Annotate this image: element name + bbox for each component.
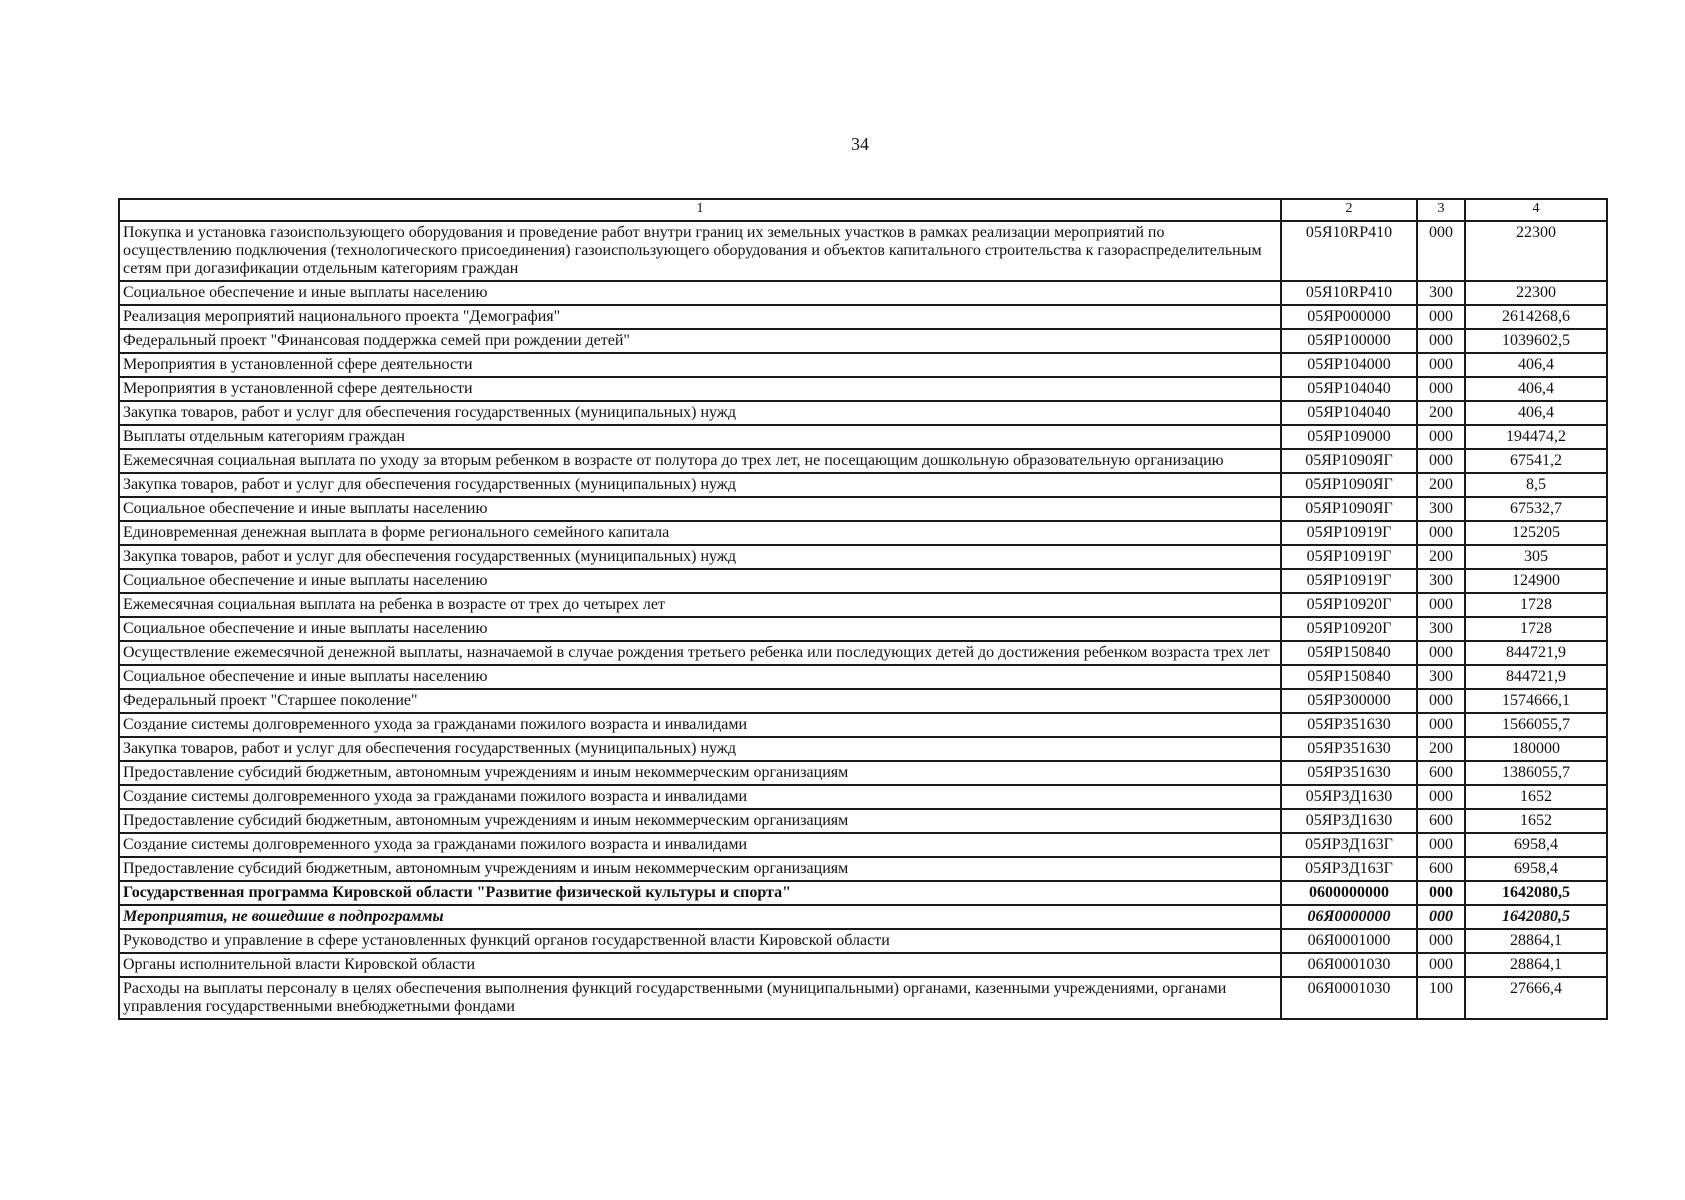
page-number: 34 — [851, 134, 869, 154]
row-code-cell: 05ЯР3Д1630 — [1281, 785, 1417, 809]
row-code-cell: 05ЯР109000 — [1281, 425, 1417, 449]
row-name-cell: Мероприятия, не вошедшие в подпрограммы — [119, 905, 1281, 929]
row-group-cell: 000 — [1417, 929, 1465, 953]
row-amount-cell: 1574666,1 — [1465, 689, 1607, 713]
row-name-cell: Предоставление субсидий бюджетным, автономным учреждениям и иным некоммерческим организациям — [119, 809, 1281, 833]
row-amount-cell: 180000 — [1465, 737, 1607, 761]
row-amount-cell: 1386055,7 — [1465, 761, 1607, 785]
row-amount-cell: 67541,2 — [1465, 449, 1607, 473]
table-row — [119, 737, 1607, 761]
budget-table — [118, 198, 1608, 1020]
row-code-cell: 05ЯР10920Г — [1281, 617, 1417, 641]
row-group-cell: 200 — [1417, 473, 1465, 497]
table-row — [119, 473, 1607, 497]
table-row — [119, 905, 1607, 929]
row-amount-cell: 1728 — [1465, 593, 1607, 617]
row-amount-cell: 6958,4 — [1465, 833, 1607, 857]
table-row — [119, 809, 1607, 833]
table-row — [119, 833, 1607, 857]
table-row — [119, 881, 1607, 905]
row-code-cell: 05ЯР104040 — [1281, 401, 1417, 425]
row-group-cell: 000 — [1417, 593, 1465, 617]
table-row — [119, 977, 1607, 1019]
table-row — [119, 281, 1607, 305]
row-group-cell: 000 — [1417, 449, 1465, 473]
row-group-cell: 000 — [1417, 713, 1465, 737]
row-name-cell: Органы исполнительной власти Кировской области — [119, 953, 1281, 977]
row-amount-cell: 22300 — [1465, 281, 1607, 305]
header-col-1: 1 — [119, 199, 1281, 221]
row-amount-cell: 27666,4 — [1465, 977, 1607, 1019]
row-code-cell: 05ЯР10920Г — [1281, 593, 1417, 617]
row-code-cell: 05Я10RP410 — [1281, 221, 1417, 281]
row-amount-cell: 844721,9 — [1465, 641, 1607, 665]
row-name-cell: Федеральный проект "Старшее поколение" — [119, 689, 1281, 713]
row-name-cell: Федеральный проект "Финансовая поддержка семей при рождении детей" — [119, 329, 1281, 353]
row-name-cell: Мероприятия в установленной сфере деятельности — [119, 377, 1281, 401]
table-row — [119, 353, 1607, 377]
row-code-cell: 05ЯР10919Г — [1281, 569, 1417, 593]
row-name-cell: Создание системы долговременного ухода за гражданами пожилого возраста и инвалидами — [119, 785, 1281, 809]
row-code-cell: 05ЯР351630 — [1281, 761, 1417, 785]
row-amount-cell: 406,4 — [1465, 401, 1607, 425]
row-code-cell: 05ЯР150840 — [1281, 641, 1417, 665]
row-amount-cell: 1642080,5 — [1465, 881, 1607, 905]
row-amount-cell: 844721,9 — [1465, 665, 1607, 689]
table-row — [119, 785, 1607, 809]
row-group-cell: 200 — [1417, 545, 1465, 569]
row-code-cell: 05ЯР1090ЯГ — [1281, 473, 1417, 497]
row-code-cell: 05Я10RP410 — [1281, 281, 1417, 305]
row-group-cell: 000 — [1417, 329, 1465, 353]
row-amount-cell: 6958,4 — [1465, 857, 1607, 881]
row-code-cell: 05ЯР000000 — [1281, 305, 1417, 329]
table-row — [119, 449, 1607, 473]
row-code-cell: 06Я0001000 — [1281, 929, 1417, 953]
row-group-cell: 200 — [1417, 401, 1465, 425]
row-group-cell: 000 — [1417, 521, 1465, 545]
row-amount-cell: 22300 — [1465, 221, 1607, 281]
row-name-cell: Закупка товаров, работ и услуг для обеспечения государственных (муниципальных) нужд — [119, 545, 1281, 569]
row-group-cell: 000 — [1417, 221, 1465, 281]
row-amount-cell: 406,4 — [1465, 353, 1607, 377]
row-group-cell: 100 — [1417, 977, 1465, 1019]
row-amount-cell: 1566055,7 — [1465, 713, 1607, 737]
row-name-cell: Закупка товаров, работ и услуг для обеспечения государственных (муниципальных) нужд — [119, 737, 1281, 761]
row-name-cell: Предоставление субсидий бюджетным, автономным учреждениям и иным некоммерческим организациям — [119, 857, 1281, 881]
row-name-cell: Государственная программа Кировской области "Развитие физической культуры и спорта" — [119, 881, 1281, 905]
row-name-cell: Социальное обеспечение и иные выплаты населению — [119, 281, 1281, 305]
row-code-cell: 05ЯР1090ЯГ — [1281, 497, 1417, 521]
row-group-cell: 600 — [1417, 857, 1465, 881]
row-code-cell: 05ЯР3Д163Г — [1281, 833, 1417, 857]
row-group-cell: 000 — [1417, 377, 1465, 401]
row-group-cell: 000 — [1417, 353, 1465, 377]
row-name-cell: Реализация мероприятий национального проекта "Демография" — [119, 305, 1281, 329]
row-code-cell: 0600000000 — [1281, 881, 1417, 905]
row-name-cell: Ежемесячная социальная выплата на ребенка в возрасте от трех до четырех лет — [119, 593, 1281, 617]
row-amount-cell: 406,4 — [1465, 377, 1607, 401]
row-name-cell: Руководство и управление в сфере установленных функций органов государственной власти Кировской области — [119, 929, 1281, 953]
row-name-cell: Выплаты отдельным категориям граждан — [119, 425, 1281, 449]
table-row — [119, 713, 1607, 737]
row-name-cell: Социальное обеспечение и иные выплаты населению — [119, 665, 1281, 689]
row-amount-cell: 67532,7 — [1465, 497, 1607, 521]
row-group-cell: 000 — [1417, 425, 1465, 449]
row-group-cell: 000 — [1417, 953, 1465, 977]
row-group-cell: 200 — [1417, 737, 1465, 761]
row-amount-cell: 194474,2 — [1465, 425, 1607, 449]
row-amount-cell: 1652 — [1465, 809, 1607, 833]
table-row — [119, 617, 1607, 641]
row-group-cell: 000 — [1417, 833, 1465, 857]
row-group-cell: 600 — [1417, 809, 1465, 833]
row-name-cell: Социальное обеспечение и иные выплаты населению — [119, 569, 1281, 593]
row-name-cell: Социальное обеспечение и иные выплаты населению — [119, 617, 1281, 641]
table-row — [119, 425, 1607, 449]
row-code-cell: 05ЯР10919Г — [1281, 521, 1417, 545]
table-row — [119, 593, 1607, 617]
row-code-cell: 05ЯР3Д1630 — [1281, 809, 1417, 833]
row-amount-cell: 125205 — [1465, 521, 1607, 545]
table-row — [119, 377, 1607, 401]
table-row — [119, 401, 1607, 425]
table-row — [119, 761, 1607, 785]
row-name-cell: Социальное обеспечение и иные выплаты населению — [119, 497, 1281, 521]
row-code-cell: 05ЯР351630 — [1281, 713, 1417, 737]
table-row — [119, 521, 1607, 545]
table-row — [119, 221, 1607, 281]
table-row — [119, 953, 1607, 977]
row-code-cell: 05ЯР351630 — [1281, 737, 1417, 761]
row-amount-cell: 2614268,6 — [1465, 305, 1607, 329]
row-amount-cell: 28864,1 — [1465, 929, 1607, 953]
row-amount-cell: 305 — [1465, 545, 1607, 569]
row-name-cell: Осуществление ежемесячной денежной выплаты, назначаемой в случае рождения третьего ребенка или последующих детей до достижения ребенком возраста трех лет — [119, 641, 1281, 665]
row-group-cell: 000 — [1417, 641, 1465, 665]
table-row — [119, 305, 1607, 329]
row-code-cell: 06Я0000000 — [1281, 905, 1417, 929]
row-code-cell: 06Я0001030 — [1281, 953, 1417, 977]
table-row — [119, 929, 1607, 953]
header-col-2: 2 — [1281, 199, 1417, 221]
row-group-cell: 300 — [1417, 665, 1465, 689]
row-name-cell: Создание системы долговременного ухода за гражданами пожилого возраста и инвалидами — [119, 833, 1281, 857]
row-name-cell: Мероприятия в установленной сфере деятельности — [119, 353, 1281, 377]
row-group-cell: 600 — [1417, 761, 1465, 785]
row-code-cell: 05ЯР104040 — [1281, 377, 1417, 401]
table-body — [119, 221, 1607, 1019]
row-amount-cell: 1652 — [1465, 785, 1607, 809]
row-name-cell: Предоставление субсидий бюджетным, автономным учреждениям и иным некоммерческим организациям — [119, 761, 1281, 785]
row-group-cell: 300 — [1417, 617, 1465, 641]
header-col-3: 3 — [1417, 199, 1465, 221]
row-name-cell: Единовременная денежная выплата в форме регионального семейного капитала — [119, 521, 1281, 545]
table-row — [119, 329, 1607, 353]
row-code-cell: 05ЯР104000 — [1281, 353, 1417, 377]
row-amount-cell: 124900 — [1465, 569, 1607, 593]
table-row — [119, 857, 1607, 881]
row-amount-cell: 8,5 — [1465, 473, 1607, 497]
table-row — [119, 689, 1607, 713]
row-code-cell: 05ЯР10919Г — [1281, 545, 1417, 569]
row-group-cell: 300 — [1417, 569, 1465, 593]
table-row — [119, 665, 1607, 689]
table-row — [119, 569, 1607, 593]
row-group-cell: 300 — [1417, 281, 1465, 305]
row-amount-cell: 28864,1 — [1465, 953, 1607, 977]
table-row — [119, 641, 1607, 665]
row-code-cell: 05ЯР100000 — [1281, 329, 1417, 353]
row-amount-cell: 1642080,5 — [1465, 905, 1607, 929]
row-name-cell: Закупка товаров, работ и услуг для обеспечения государственных (муниципальных) нужд — [119, 401, 1281, 425]
row-code-cell: 05ЯР1090ЯГ — [1281, 449, 1417, 473]
row-amount-cell: 1039602,5 — [1465, 329, 1607, 353]
row-name-cell: Закупка товаров, работ и услуг для обеспечения государственных (муниципальных) нужд — [119, 473, 1281, 497]
row-group-cell: 300 — [1417, 497, 1465, 521]
row-group-cell: 000 — [1417, 305, 1465, 329]
row-code-cell: 05ЯР300000 — [1281, 689, 1417, 713]
row-code-cell: 05ЯР3Д163Г — [1281, 857, 1417, 881]
row-name-cell: Расходы на выплаты персоналу в целях обеспечения выполнения функций государственными (муниципальными) органами, казенными учреждениями, органами управления государственными внебюджетными фондами — [119, 977, 1281, 1019]
row-group-cell: 000 — [1417, 689, 1465, 713]
row-group-cell: 000 — [1417, 785, 1465, 809]
table-row — [119, 545, 1607, 569]
table-row — [119, 497, 1607, 521]
row-amount-cell: 1728 — [1465, 617, 1607, 641]
row-code-cell: 06Я0001030 — [1281, 977, 1417, 1019]
row-name-cell: Создание системы долговременного ухода за гражданами пожилого возраста и инвалидами — [119, 713, 1281, 737]
header-col-4: 4 — [1465, 199, 1607, 221]
row-group-cell: 000 — [1417, 881, 1465, 905]
row-name-cell: Ежемесячная социальная выплата по уходу за вторым ребенком в возрасте от полутора до трех лет, не посещающим дошкольную образовательную организацию — [119, 449, 1281, 473]
table-header-row — [119, 199, 1607, 221]
row-code-cell: 05ЯР150840 — [1281, 665, 1417, 689]
row-name-cell: Покупка и установка газоиспользующего оборудования и проведение работ внутри границ их земельных участков в рамках реализации мероприятий по осуществлению подключения (технологического присоединения) газоиспользующего оборудования и объектов капитального строительства к газораспределительным сетям при догазификации отдельным категориям граждан — [119, 221, 1281, 281]
row-group-cell: 000 — [1417, 905, 1465, 929]
